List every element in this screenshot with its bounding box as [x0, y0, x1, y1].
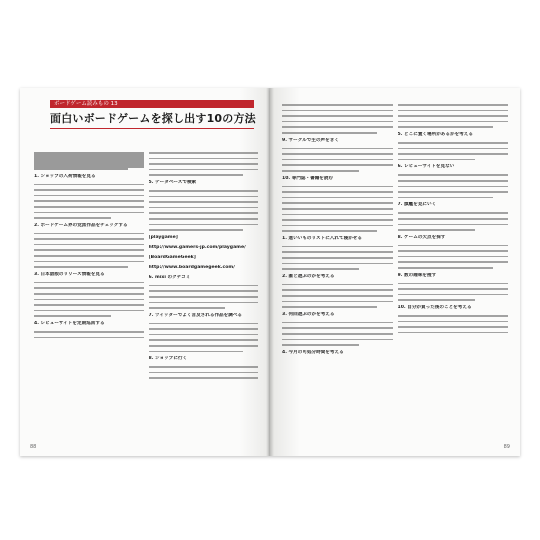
section-heading: 10. 自分が買った後のことを考える: [397, 305, 472, 311]
section-heading: 7. 旗艦を見にいく: [397, 202, 437, 208]
article-title: 面白いボードゲームを探し出す10の方法: [50, 112, 256, 125]
section-heading: 1. 進いいものリストに入れて寝かせる: [282, 235, 362, 241]
left-column-2: [149, 152, 259, 438]
page-number: 89: [503, 444, 510, 450]
section-heading: 4. レビューサイトを定期巡回する: [34, 321, 105, 326]
section-heading: 2. 誰と遊ぶのかを考える: [282, 273, 335, 279]
right-columns: [282, 104, 508, 438]
right-column-1: [282, 104, 393, 438]
book-gutter: [266, 88, 274, 456]
section-heading: 5. データベースで検索: [148, 179, 197, 185]
right-page: [270, 88, 520, 456]
section-heading: 8. ショップに行く: [148, 356, 188, 362]
left-columns: [34, 152, 258, 438]
link-text: [playgame]: [148, 234, 178, 240]
section-heading: 6. mixi のクチコミ: [148, 274, 191, 280]
link-text: [BoardGameGeek]: [148, 254, 196, 260]
section-heading: 8. ゲームの欠点を探す: [397, 234, 446, 240]
section-heading: 5. どこに置く場所があるかを考える: [397, 131, 473, 137]
section-heading: 9. サークルで生の声をきく: [282, 137, 339, 143]
section-heading: 3. 日本語版のリリース情報を見る: [34, 271, 105, 277]
section-heading: 3. 何回遊ぶのかを考える: [282, 311, 335, 317]
section-heading: 7. ツイッターでよく言及される作品を調べる: [148, 312, 243, 318]
page-number: 88: [30, 444, 37, 450]
right-column-2: [398, 104, 509, 438]
series-label: ボードゲーム読みもの 13: [50, 100, 254, 108]
section-heading: 4. 今月の可処分時間を考える: [282, 349, 344, 355]
section-heading: 2. ボードゲーム界の党派作品をチェックする: [34, 222, 128, 228]
link-text: http://www.boardgamegeek.com/: [148, 264, 235, 270]
section-heading: 6. レビューサイトを見ない: [397, 164, 455, 170]
intro-text: [34, 152, 144, 170]
title-rule: [50, 128, 254, 129]
section-heading: 10. 専門誌・書籍を読む: [282, 175, 334, 181]
section-heading: 1. ショップの入荷情報を見る: [34, 173, 96, 179]
section-heading: 9. 数の趣味を捜す: [397, 272, 437, 278]
open-book: [20, 88, 520, 456]
link-text: http://www.gamers-jp.com/playgame/: [148, 244, 246, 250]
left-column-1: [34, 152, 144, 438]
left-page: [20, 88, 270, 456]
